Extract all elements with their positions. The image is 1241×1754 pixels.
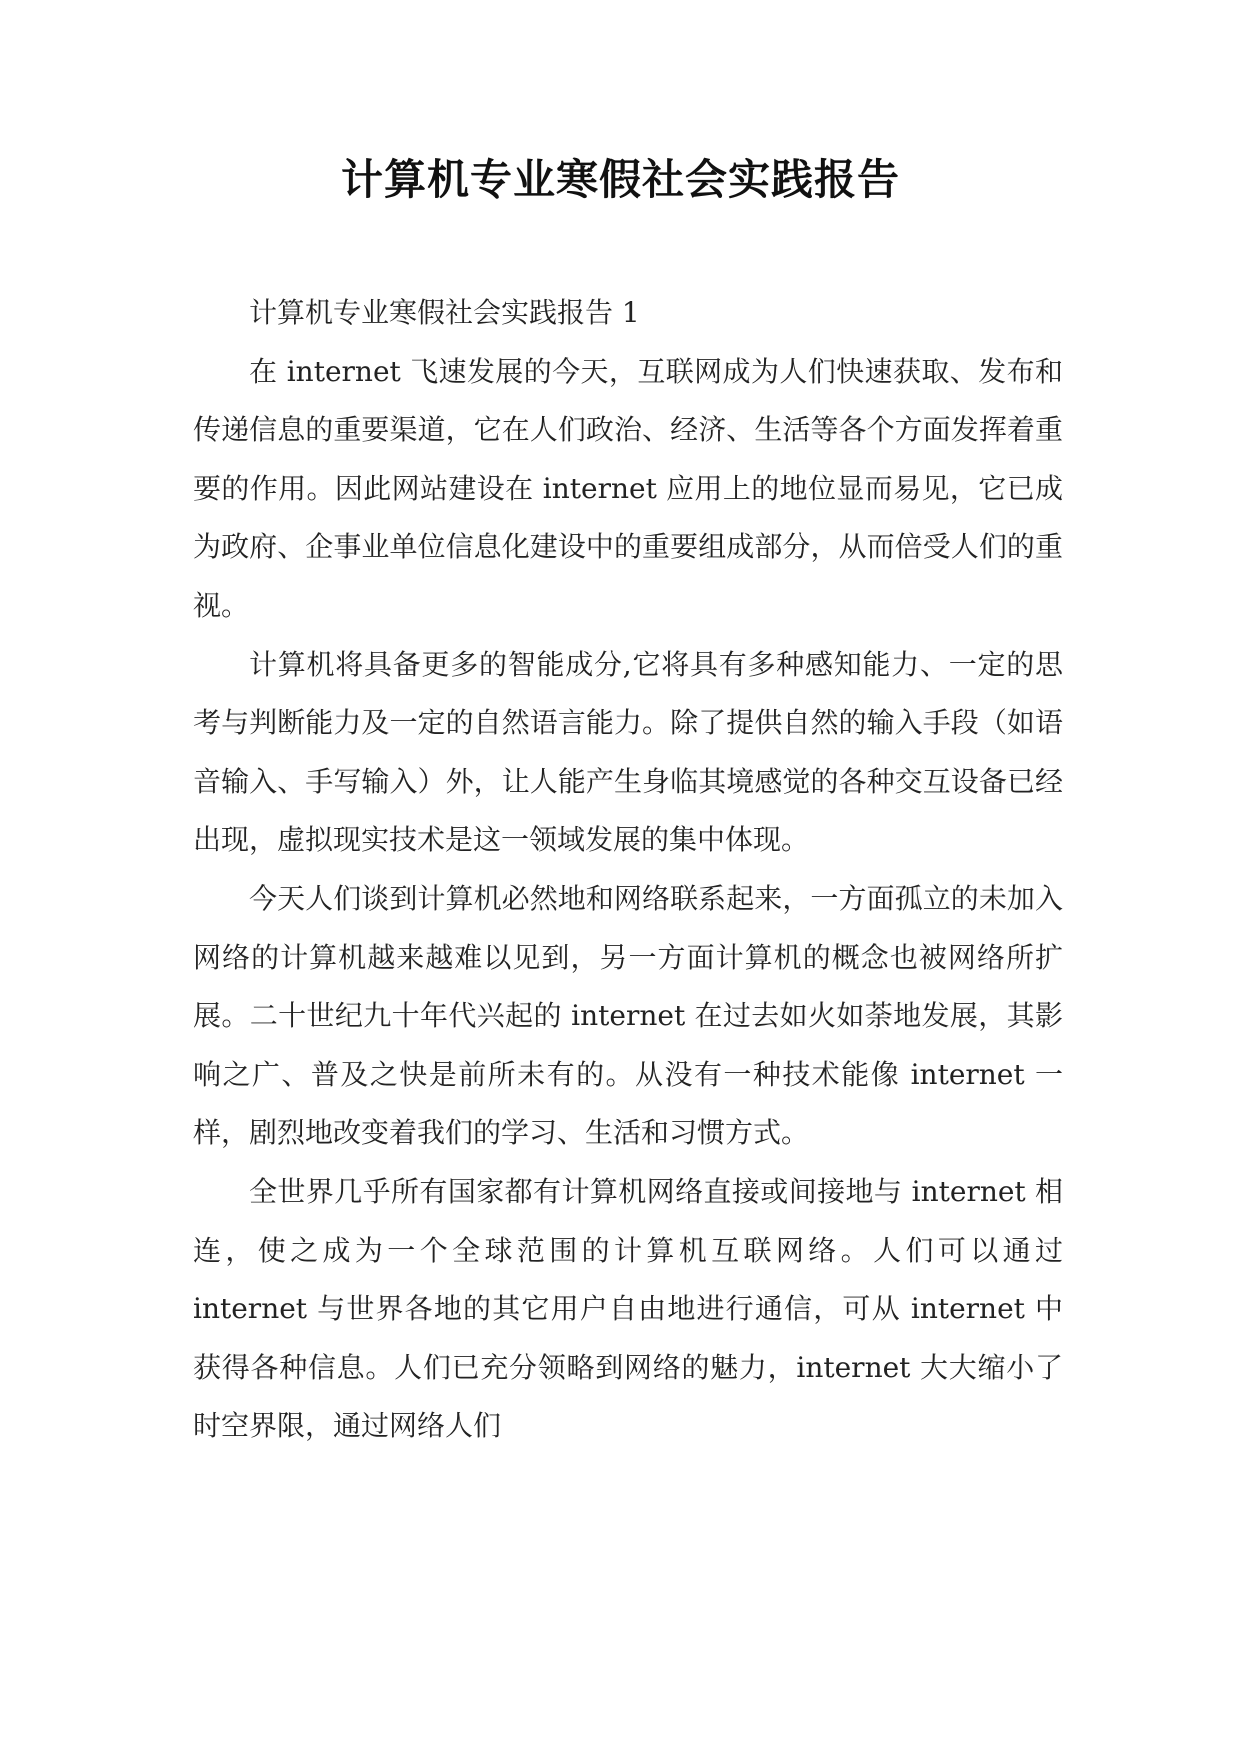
document-body xyxy=(193,284,1063,1456)
report-subtitle: 计算机专业寒假社会实践报告 1 xyxy=(249,296,640,329)
paragraph-2: 计算机将具备更多的智能成分,它将具有多种感知能力、一定的思考与判断能力及一定的自然语言能力。除了提供自然的输入手段（如语音输入、手写输入）外，让人能产生身临其境感觉的各种交互设备已经出现，虚拟现实技术是这一领域发展的集中体现。 xyxy=(193,647,1063,857)
document-title: 计算机专业寒假社会实践报告 xyxy=(340,155,900,204)
paragraph-4: 全世界几乎所有国家都有计算机网络直接或间接地与 internet 相连，使之成为一个全球范围的计算机互联网络。人们可以通过 internet 与世界各地的其它用户自由地进行通信，可从 internet 中获得各种信息。人们已充分领略到网络的魅力，internet 大大缩小了时空界限，通过网络人们 xyxy=(193,1174,1063,1443)
paragraph-1: 在 internet 飞速发展的今天，互联网成为人们快速获取、发布和传递信息的重要渠道，它在人们政治、经济、生活等各个方面发挥着重要的作用。因此网站建设在 internet 应用上的地位显而易见，它已成为政府、企事业单位信息化建设中的重要组成部分，从而倍受人们的重视。 xyxy=(193,354,1063,622)
paragraph-3: 今天人们谈到计算机必然地和网络联系起来，一方面孤立的未加入网络的计算机越来越难以见到，另一方面计算机的概念也被网络所扩展。二十世纪九十年代兴起的 internet 在过去如火如荼地发展，其影响之广、普及之快是前所未有的。从没有一种技术能像 internet 一样，剧烈地改变着我们的学习、生活和习惯方式。 xyxy=(193,881,1063,1150)
